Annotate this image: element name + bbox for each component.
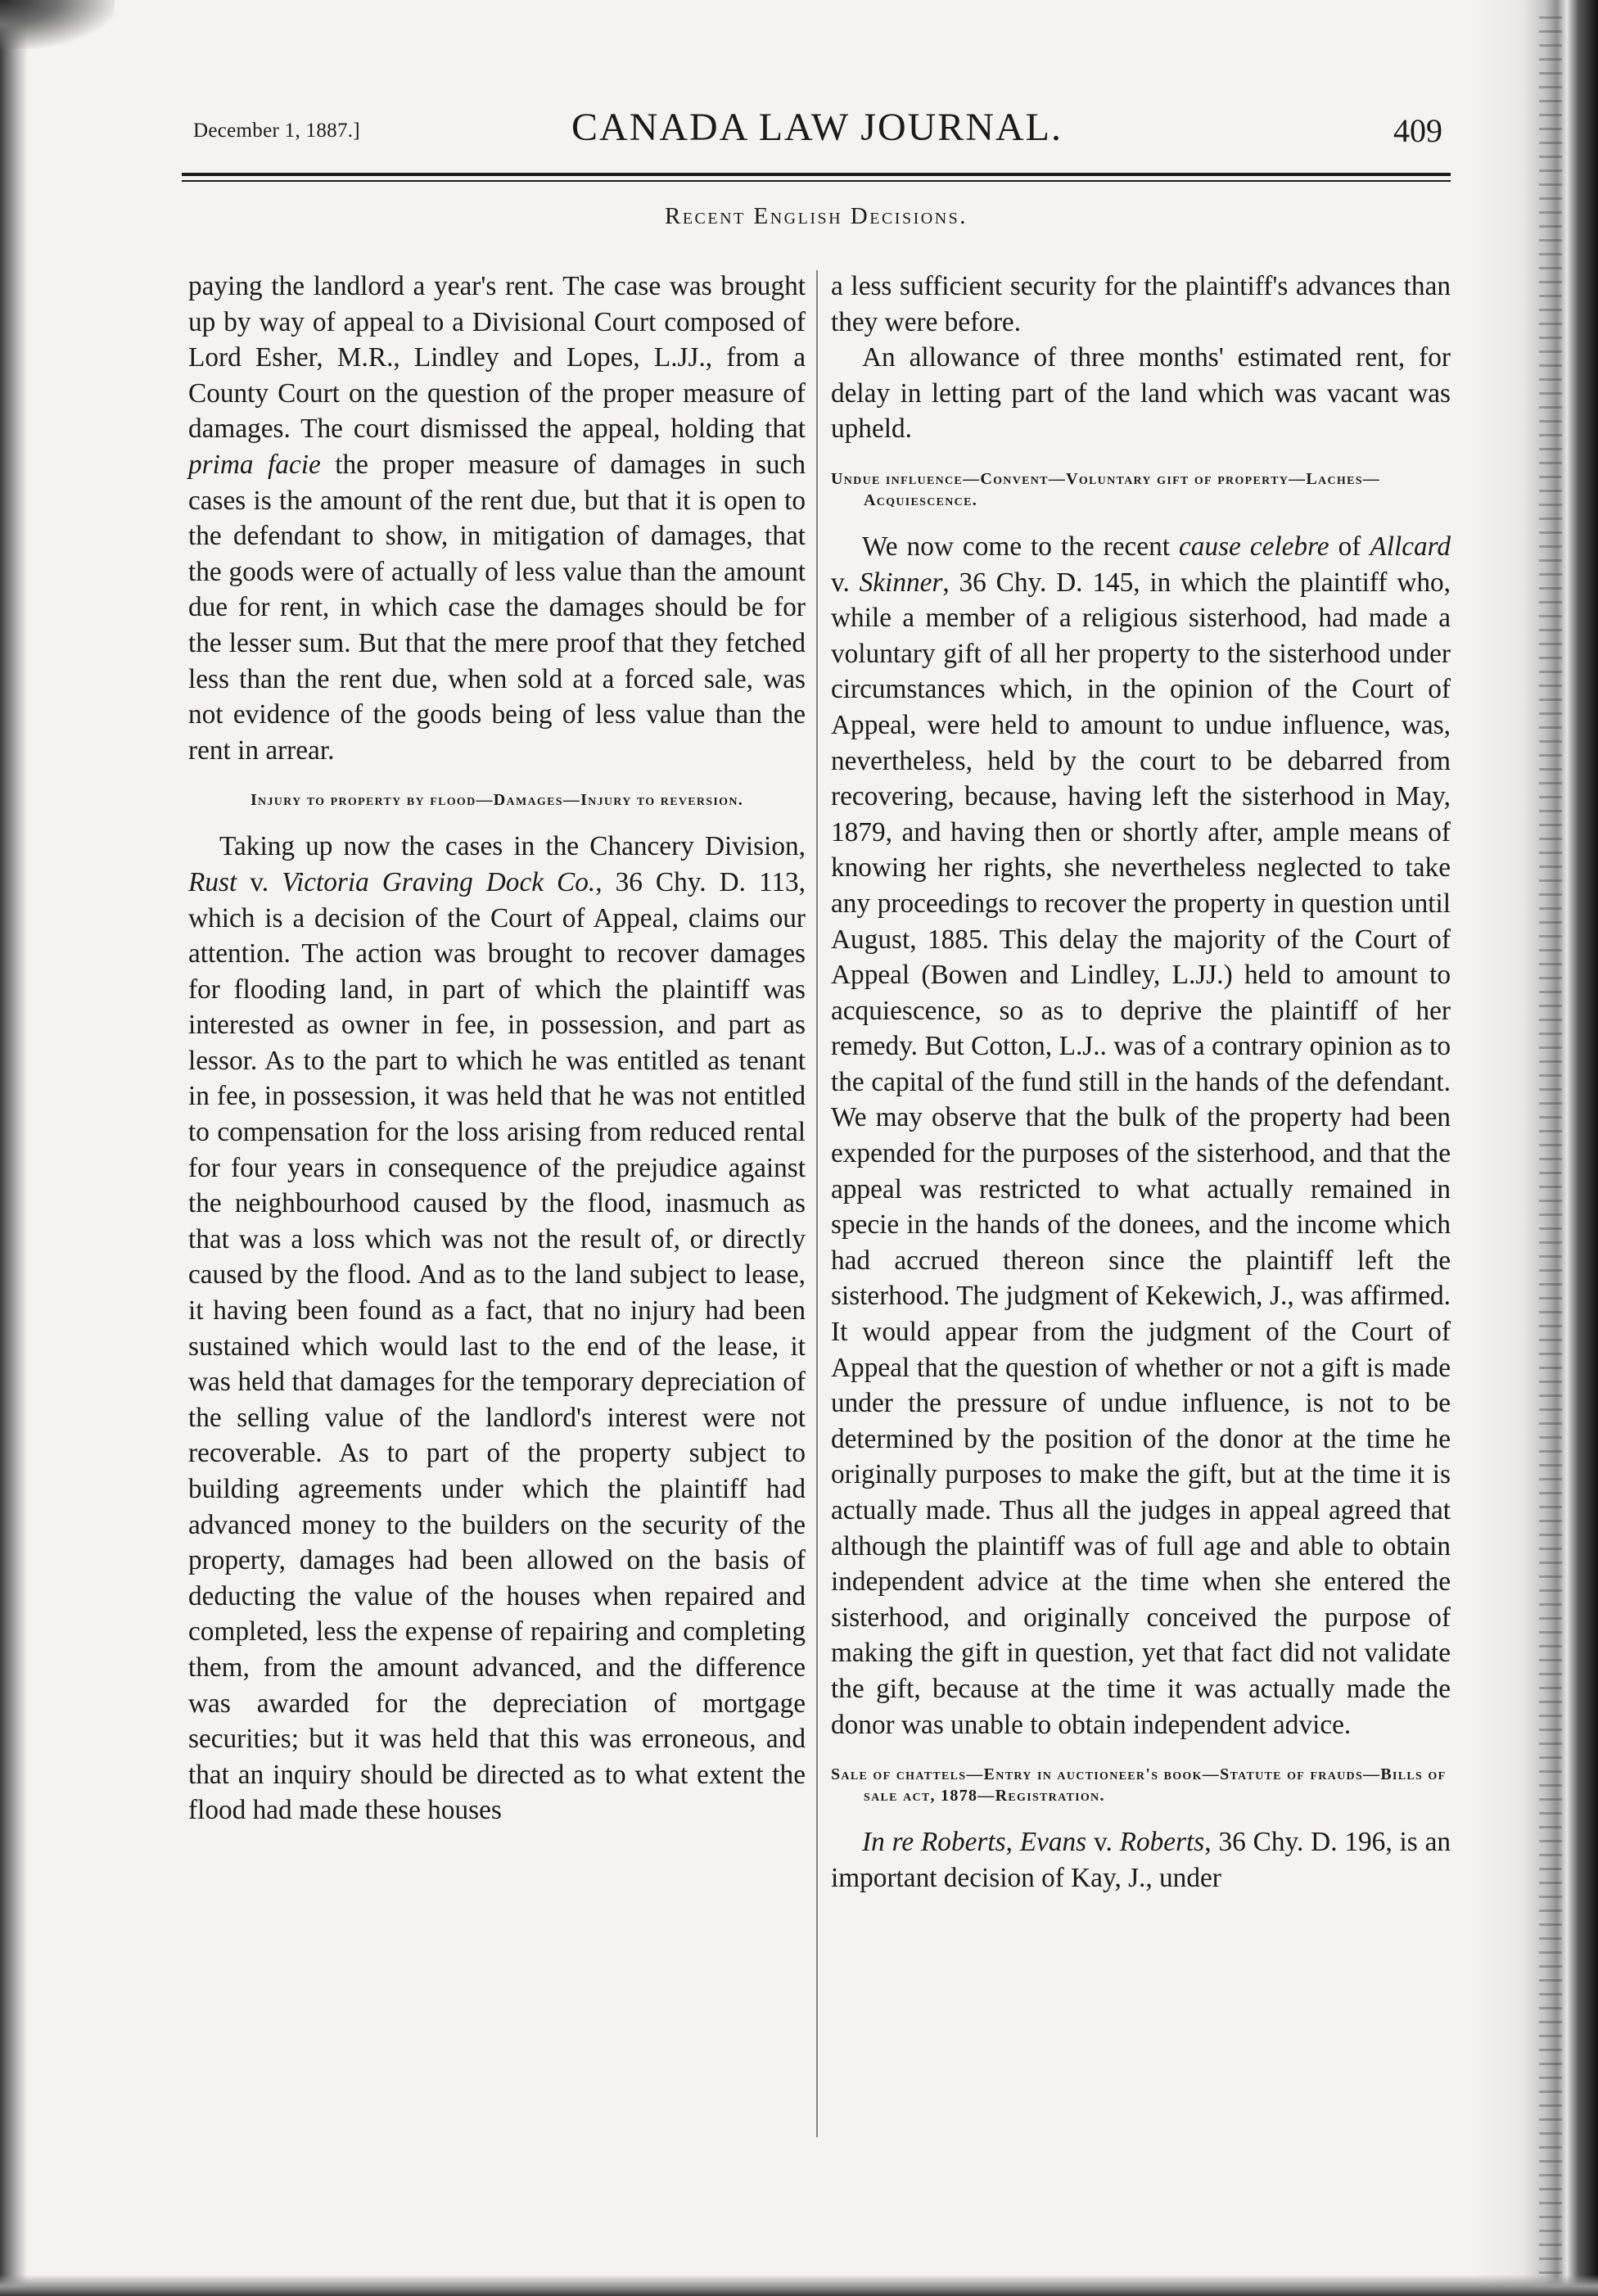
issue-date: December 1, 1887.] (193, 120, 360, 142)
scan-edge-left (0, 0, 28, 2296)
scan-corner-shadow (0, 0, 115, 49)
page-number: 409 (1393, 112, 1442, 149)
case-name: Victoria Graving Dock Co. (282, 866, 596, 897)
case-name: In re Roberts, Evans (862, 1827, 1087, 1858)
italic-term: prima facie (188, 449, 321, 480)
page-header (187, 105, 1447, 170)
left-column (188, 269, 806, 1828)
scan-edge-right (1475, 0, 1598, 2296)
italic-term: cause celebre (1179, 531, 1329, 562)
paragraph: Taking up now the cases in the Chancery Division, Rust v. Victoria Graving Dock Co., 36 Chy. D. 113, which is a decision of the Court of Appeal, claims our attention. The action was brought to recover damages for flooding land, in part of which the plaintiff was interested as owner in fee, in possession, and part as lessor. As to the part to which he was entitled as tenant in fee, in possession, it was held that he was not entitled to compensation for the loss arising from reduced rental for four years in consequence of the prejudice against the neighbourhood caused by the flood, inasmuch as that was a loss which was not the result of, or directly caused by the flood. And as to the land subject to lease, it having been found as a fact, that no injury had been sustained which would last to the end of the lease, it was held that damages for the temporary depreciation of the selling value of the landlord's interest were not recoverable. As to part of the property subject to building agreements under which the plaintiff had advanced money to the builders on the security of the property, damages had been allowed on the basis of deducting the value of the houses when repaired and completed, less the expense of repairing and completing them, from the amount advanced, and the difference was awarded for the depreciation of mortgage securities; but it was held that this was erroneous, and that an inquiry should be directed as to what extent the flood had made these houses (188, 831, 806, 1826)
header-rule-thin (182, 180, 1451, 182)
section-heading: Undue influence—Convent—Voluntary gift of property—Laches—Acquiescence. (831, 469, 1381, 509)
case-name: Allcard (1370, 531, 1451, 562)
journal-title: CANADA LAW JOURNAL. (571, 106, 1063, 149)
column-divider (816, 270, 818, 2137)
paragraph: paying the landlord a year's rent. The case was brought up by way of appeal to a Divisional Court composed of Lord Esher, M.R., Lindley and Lopes, L.JJ., from a County Court on the question of the proper measure of damages. The court dismissed the appeal, holding that prima facie the proper measure of damages in such cases is the amount of the rent due, but that it is open to the defendant to show, in mitigation of damages, that the goods were of actually of less value than the amount due for rent, in which case the damages should be for the lesser sum. But that the mere proof that they fetched less than the rent due, when sold at a forced sale, was not evidence of the goods being of less value than the rent in arrear. (188, 271, 806, 766)
paragraph: In re Roberts, Evans v. Roberts, 36 Chy. D. 196, is an important decision of Kay, J., under (831, 1827, 1451, 1893)
case-name: Roberts (1119, 1827, 1205, 1858)
section-heading: Injury to property by flood—Damages—Injury to reversion. (250, 791, 744, 810)
running-head: Recent English Decisions. (664, 203, 968, 229)
section-heading: Sale of chattels—Entry in auctioneer's book—Statute of frauds—Bills of sale act, 1878—Registration. (831, 1765, 1447, 1806)
header-rule-thick (182, 173, 1451, 176)
paragraph: a less sufficient security for the plaintiff's advances than they were before. (831, 271, 1451, 337)
case-name: Skinner (859, 567, 943, 598)
paragraph: An allowance of three months' estimated rent, for delay in letting part of the land which was vacant was upheld. (831, 342, 1451, 445)
right-column (831, 269, 1451, 1896)
scan-binding-marks (1539, 16, 1562, 2276)
paragraph: We now come to the recent cause celebre of Allcard v. Skinner, 36 Chy. D. 145, in which the plaintiff who, while a member of a religious sisterhood, had made a voluntary gift of all her property to the sisterhood under circumstances which, in the opinion of the Court of Appeal, were held to amount to undue influence, was, nevertheless, held by the court to be debarred from recovering, because, having left the sisterhood in May, 1879, and having then or shortly after, ample means of knowing her rights, she nevertheless neglected to take any proceedings to recover the property in question until August, 1885. This delay the majority of the Court of Appeal (Bowen and Lindley, L.JJ.) held to amount to acquiescence, so as to deprive the plaintiff of her remedy. But Cotton, L.J.. was of a contrary opinion as to the capital of the fund still in the hands of the defendant. We may observe that the bulk of the property had been expended for the purposes of the sisterhood, and that the appeal was restricted to what actually remained in specie in the hands of the donees, and the income which had accrued thereon since the plaintiff left the sisterhood. The judgment of Kekewich, J., was affirmed. It would appear from the judgment of the Court of Appeal that the question of whether or not a gift is made under the pressure of undue influence, is not to be determined by the position of the donor at the time he originally purposes to make the gift, but at the time it is actually made. Thus all the judges in appeal agreed that although the plaintiff was of full age and able to obtain independent advice at the time when she entered the sisterhood, and originally conceived the purpose of making the gift in question, yet that fact did not validate the gift, because at the time it was actually made the donor was unable to obtain independent advice. (831, 531, 1451, 1740)
case-name: Rust (188, 866, 237, 897)
scan-edge-bottom (0, 2275, 1598, 2296)
